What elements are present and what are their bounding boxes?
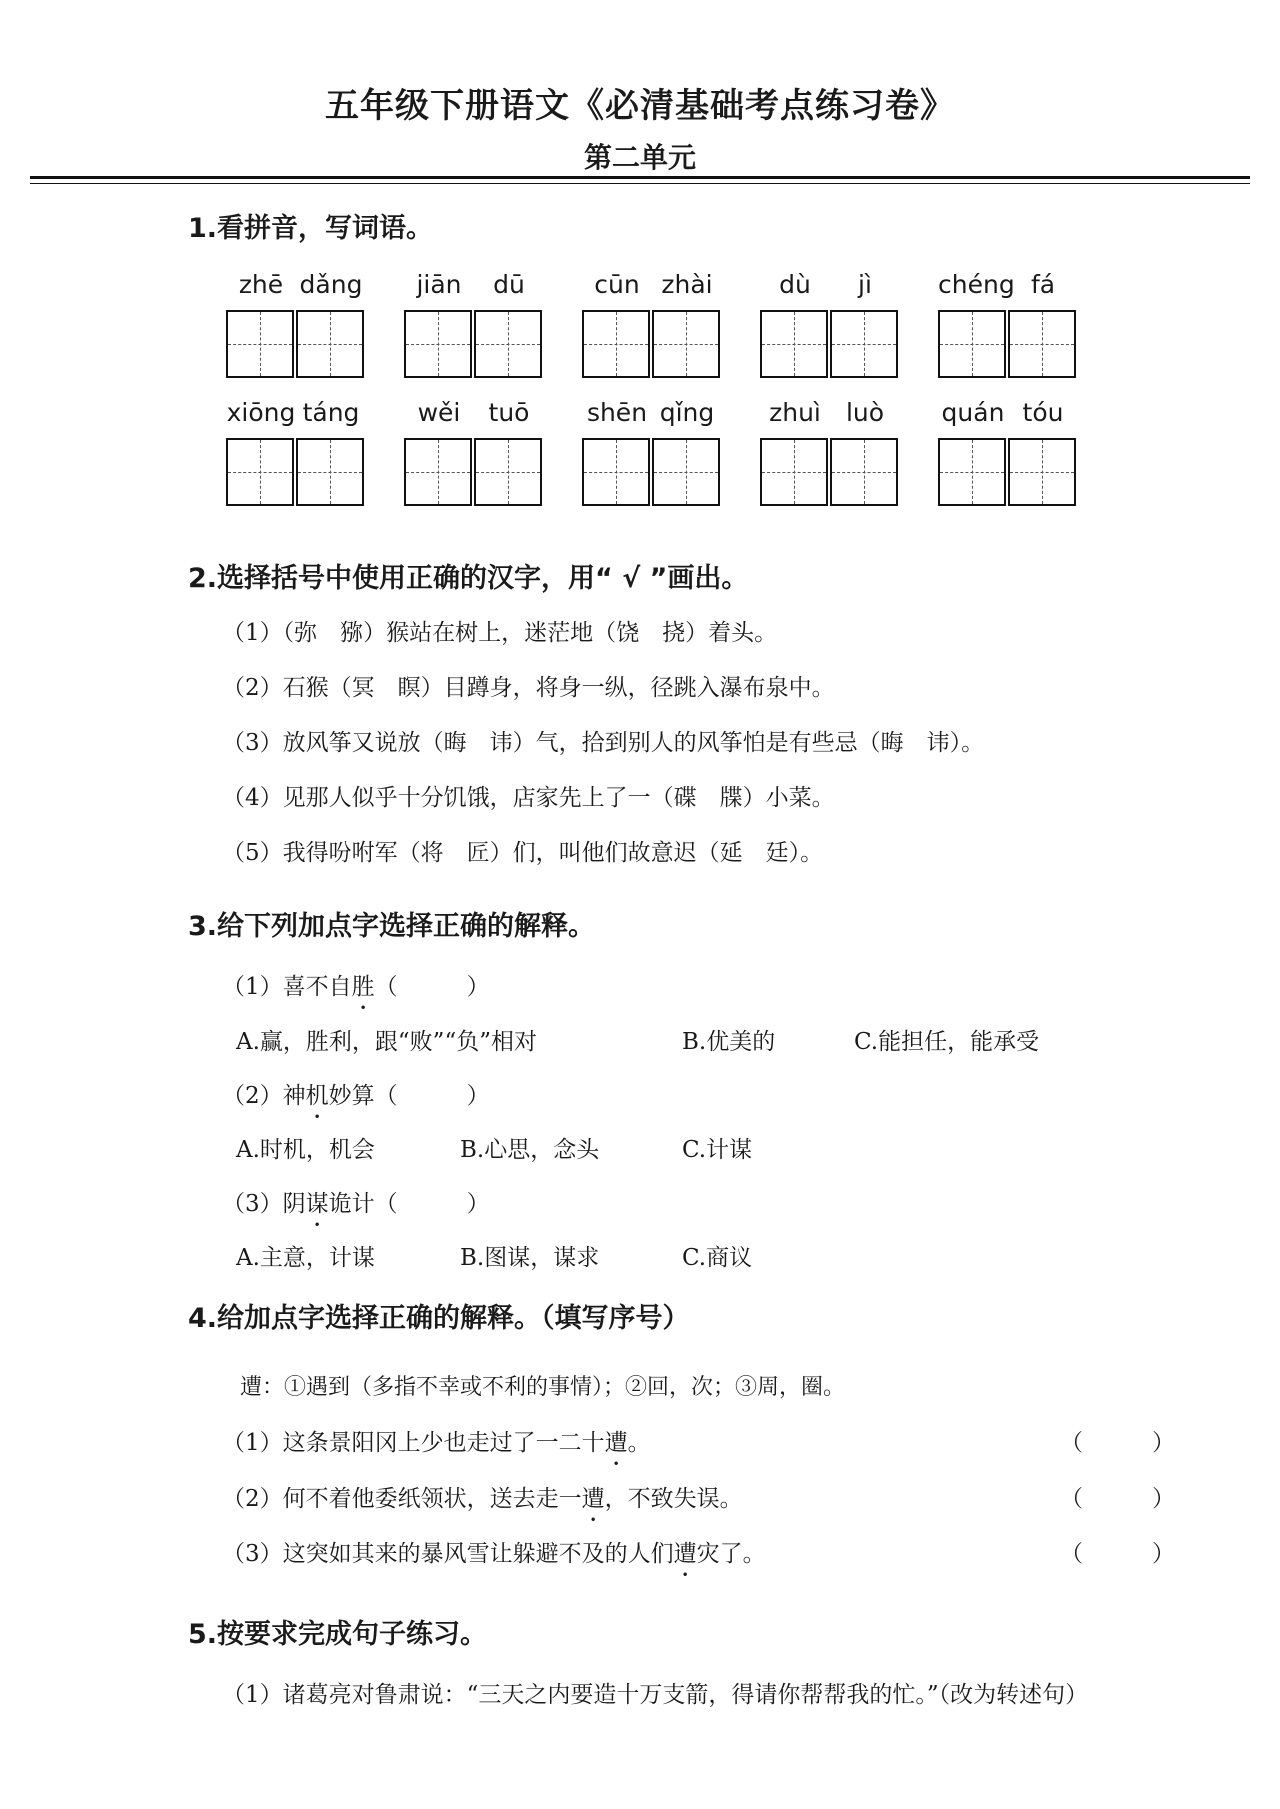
answer-blank[interactable]: （ ）: [1060, 1486, 1175, 1512]
pinyin: cūn: [594, 270, 640, 299]
q3-option: C.计谋: [682, 1137, 753, 1163]
q2-item: （3）放风筝又说放（晦 讳）气，拾到别人的风筝怕是有些忌（晦 讳）。: [222, 730, 985, 756]
writing-box[interactable]: [1008, 438, 1076, 506]
pinyin: xiōng: [226, 398, 296, 427]
q3-question: （3）阴谋诡计（ ）: [222, 1185, 490, 1218]
pinyin: qǐng: [659, 398, 715, 427]
writing-box[interactable]: [582, 310, 650, 378]
q3-question: （2）神机妙算（ ）: [222, 1077, 490, 1110]
pinyin: zhuì: [769, 398, 821, 427]
dotted-char: 遭: [604, 1430, 628, 1456]
answer-blank[interactable]: （ ）: [1060, 1541, 1175, 1567]
pinyin: quán: [941, 398, 1005, 427]
q2-heading: 2.选择括号中使用正确的汉字，用“ √ ”画出。: [188, 563, 749, 594]
writing-box[interactable]: [296, 438, 364, 506]
q4-item: （3）这突如其来的暴风雪让躲避不及的人们遭灾了。: [222, 1535, 766, 1568]
q3-option: A.赢，胜利，跟“败”“负”相对: [236, 1029, 537, 1055]
pinyin: zhē: [238, 270, 284, 299]
pinyin: jì: [858, 270, 872, 299]
q3-heading: 3.给下列加点字选择正确的解释。: [188, 911, 596, 942]
pinyin: tuō: [488, 398, 530, 427]
q2-item: （5）我得吩咐军（将 匠）们，叫他们故意迟（延 廷）。: [222, 840, 824, 866]
pinyin: wěi: [417, 398, 461, 427]
writing-box[interactable]: [938, 310, 1006, 378]
q4-heading: 4.给加点字选择正确的解释。（填写序号）: [188, 1303, 690, 1334]
writing-box[interactable]: [404, 310, 472, 378]
writing-box[interactable]: [652, 310, 720, 378]
dotted-char: 胜: [351, 974, 375, 1000]
q2-item: （2）石猴（冥 瞑）目蹲身，将身一纵，径跳入瀑布泉中。: [222, 675, 835, 701]
q3-option: A.时机，机会: [236, 1137, 375, 1163]
writing-box[interactable]: [582, 438, 650, 506]
pinyin: dū: [493, 270, 525, 299]
writing-box[interactable]: [760, 438, 828, 506]
pinyin: dù: [779, 270, 811, 299]
q4-item: （1）这条景阳冈上少也走过了一二十遭。: [222, 1424, 651, 1457]
q2-item: （1）（弥 猕）猴站在树上，迷茫地（饶 挠）着头。: [222, 620, 778, 646]
dotted-char: 机: [305, 1083, 329, 1109]
pinyin: tóu: [1022, 398, 1064, 427]
pinyin: dǎng: [299, 270, 363, 299]
pinyin: fá: [1030, 270, 1056, 299]
writing-box[interactable]: [474, 438, 542, 506]
page-title: 五年级下册语文《必清基础考点练习卷》: [325, 86, 955, 126]
q3-option: B.图谋，谋求: [460, 1245, 600, 1271]
writing-box[interactable]: [652, 438, 720, 506]
writing-box[interactable]: [830, 310, 898, 378]
writing-box[interactable]: [830, 438, 898, 506]
writing-box[interactable]: [296, 310, 364, 378]
pinyin: shēn: [586, 398, 648, 427]
q3-option: B.优美的: [682, 1029, 776, 1055]
q3-option: C.能担任，能承受: [854, 1029, 1040, 1055]
q3-option: C.商议: [682, 1245, 753, 1271]
writing-box[interactable]: [474, 310, 542, 378]
q5-heading: 5.按要求完成句子练习。: [188, 1619, 488, 1650]
pinyin: zhài: [661, 270, 713, 299]
pinyin: luò: [845, 398, 885, 427]
writing-box[interactable]: [760, 310, 828, 378]
pinyin: táng: [302, 398, 360, 427]
writing-box[interactable]: [226, 310, 294, 378]
unit-subtitle: 第二单元: [583, 141, 696, 174]
q3-question: （1）喜不自胜（ ）: [222, 968, 490, 1001]
header-rule-thick: [30, 176, 1250, 179]
q1-heading: 1.看拼音，写词语。: [188, 213, 434, 244]
pinyin: jiān: [416, 270, 462, 299]
writing-box[interactable]: [1008, 310, 1076, 378]
q3-option: A.主意，计谋: [236, 1245, 375, 1271]
dotted-char: 遭: [673, 1541, 697, 1567]
header-rule-thin: [30, 183, 1250, 184]
q4-item: （2）何不着他委纸领状，送去走一遭，不致失误。: [222, 1480, 743, 1513]
dotted-char: 谋: [305, 1191, 329, 1217]
answer-blank[interactable]: （ ）: [1060, 1430, 1175, 1456]
q3-option: B.心思，念头: [460, 1137, 600, 1163]
q2-item: （4）见那人似乎十分饥饿，店家先上了一（碟 牒）小菜。: [222, 785, 835, 811]
writing-box[interactable]: [226, 438, 294, 506]
q5-item: （1）诸葛亮对鲁肃说：“三天之内要造十万支箭，得请你帮帮我的忙。”（改为转述句）: [222, 1682, 1089, 1708]
dotted-char: 遭: [581, 1486, 605, 1512]
writing-box[interactable]: [404, 438, 472, 506]
pinyin: chéng: [938, 270, 1015, 299]
writing-box[interactable]: [938, 438, 1006, 506]
q4-definition: 遭：①遇到（多指不幸或不利的事情）；②回，次；③周，圈。: [240, 1375, 846, 1400]
